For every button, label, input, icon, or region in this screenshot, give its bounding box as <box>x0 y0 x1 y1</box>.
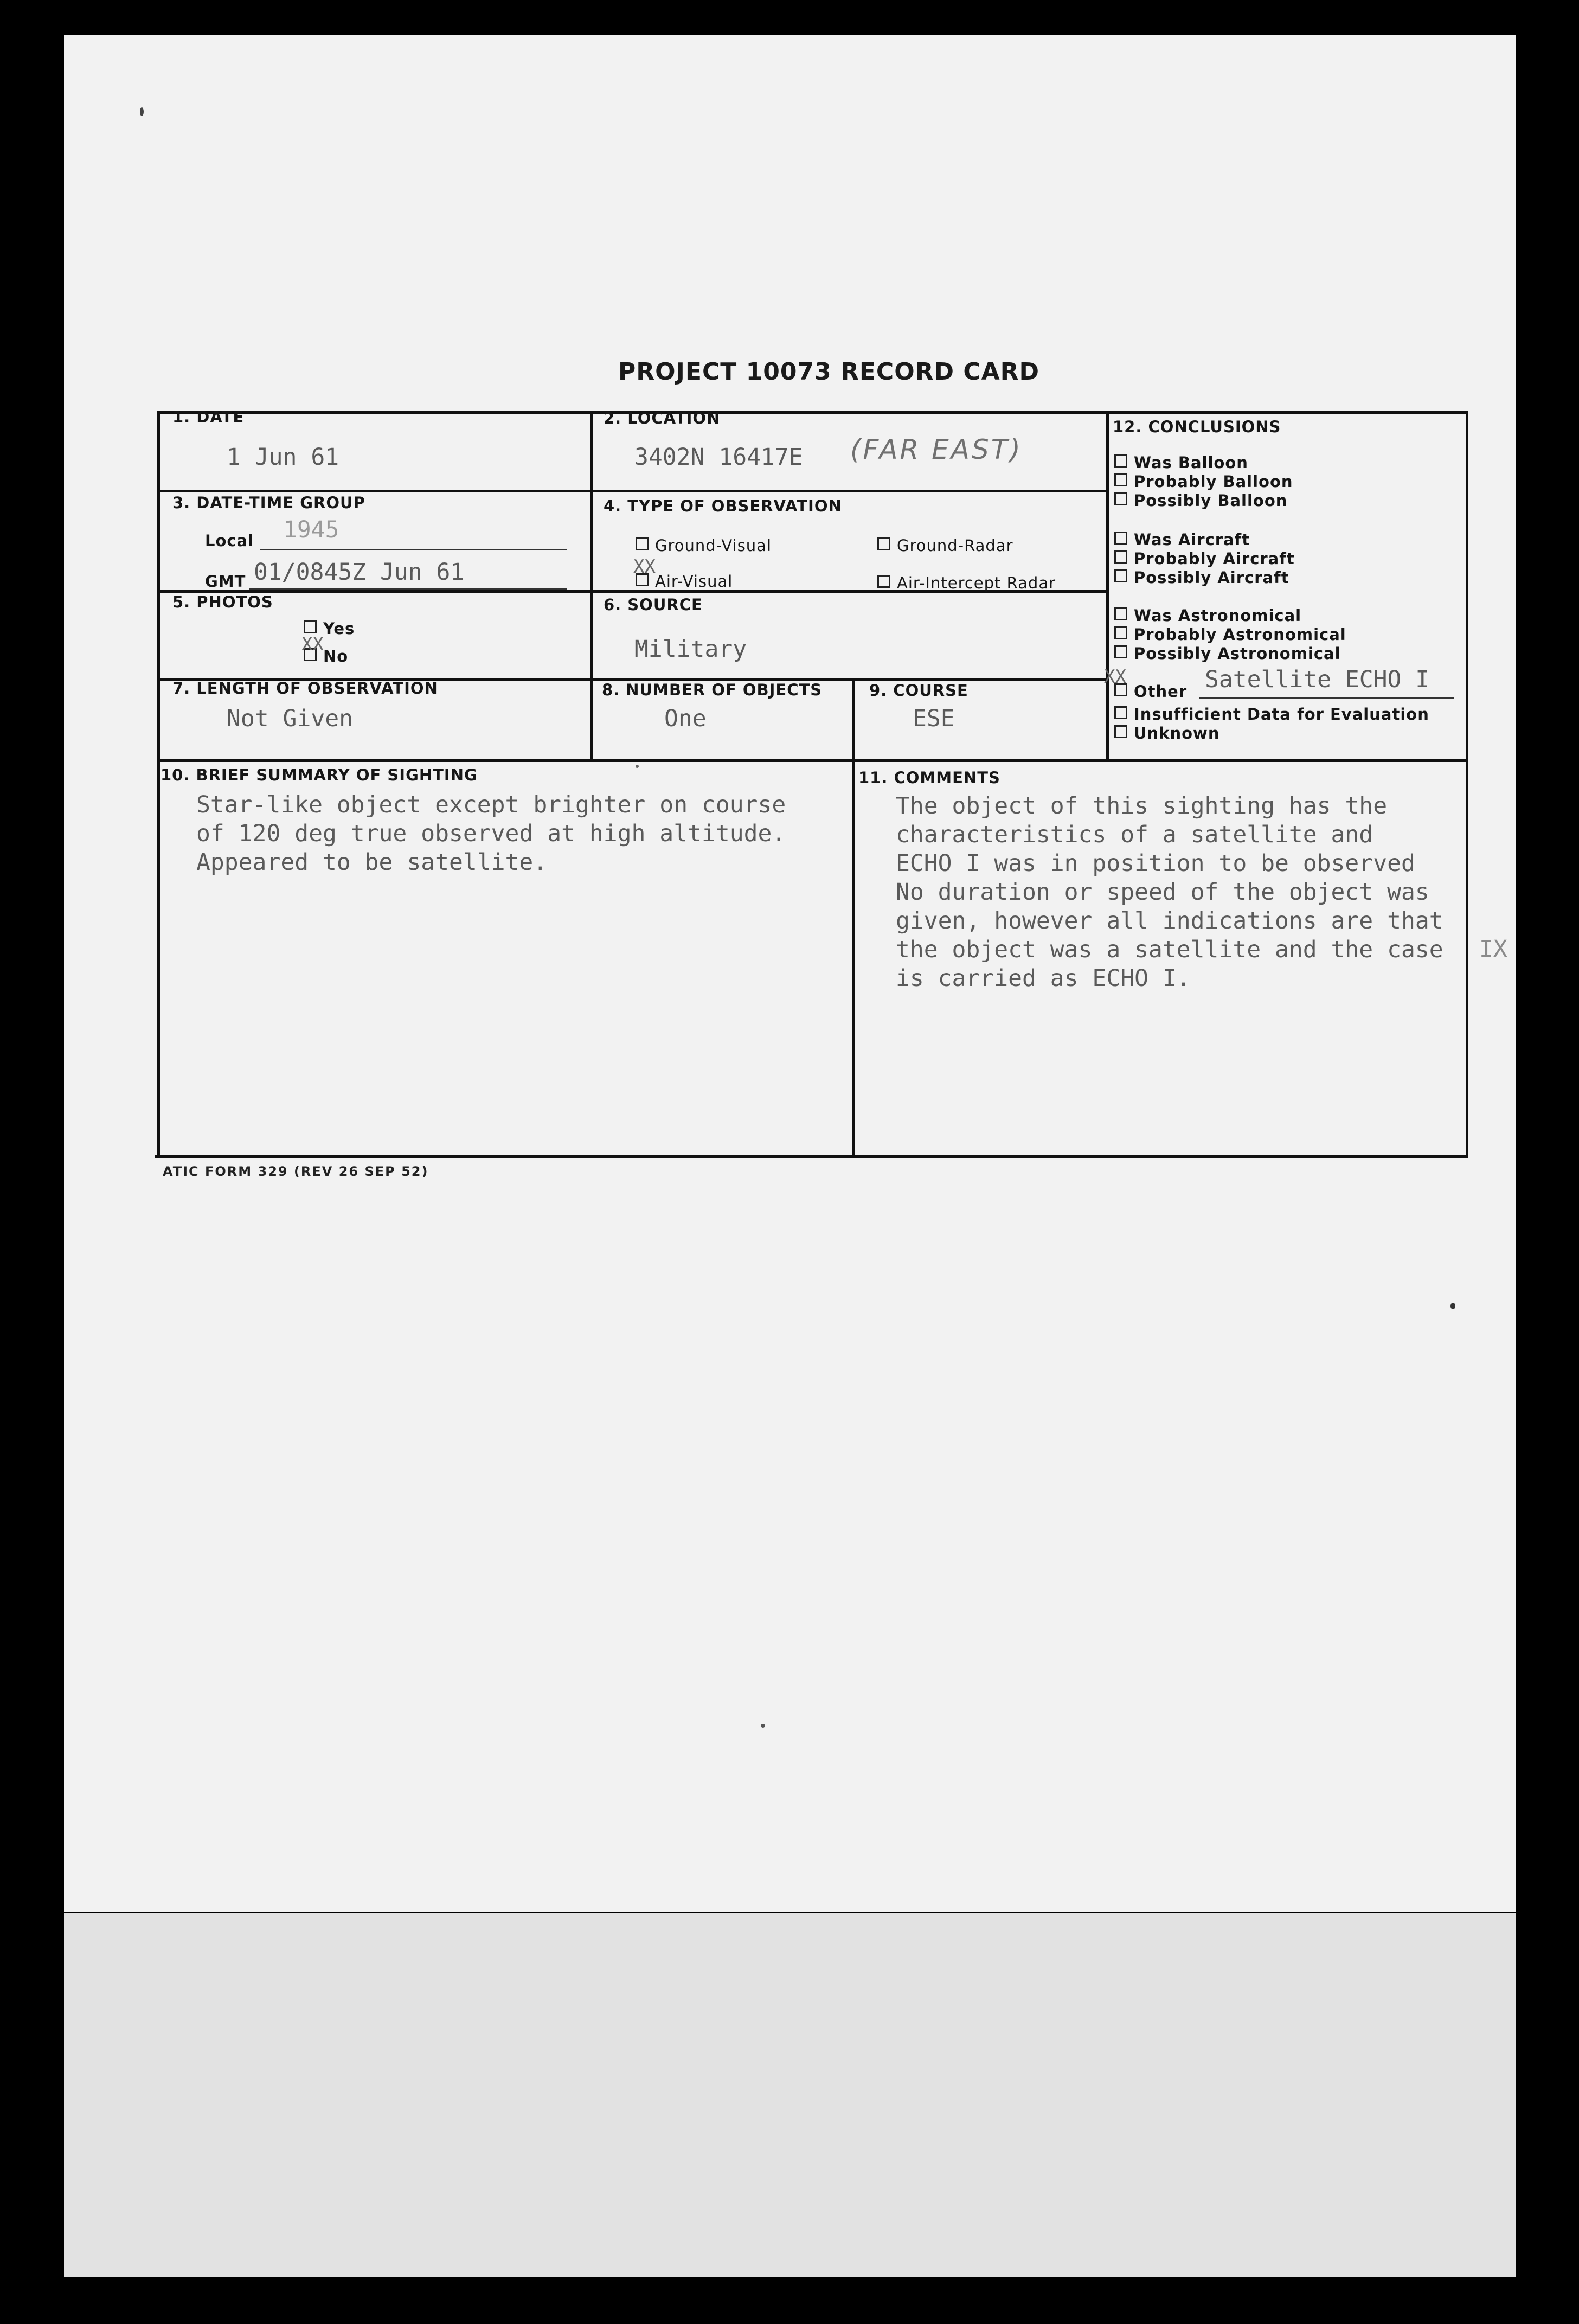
checkbox-possibly-balloon <box>1114 492 1127 505</box>
divider-col-3 <box>852 678 855 1157</box>
conclusion-unknown-label: Unknown <box>1134 724 1220 742</box>
conclusion-probably-astronomical-label: Probably Astronomical <box>1134 625 1346 644</box>
checkbox-probably-aircraft <box>1114 550 1127 564</box>
local-time-underline <box>260 549 567 550</box>
card-title: PROJECT 10073 RECORD CARD <box>618 358 1040 386</box>
conclusion-insufficient-data-label: Insufficient Data for Evaluation <box>1134 705 1429 724</box>
gmt-underline <box>249 588 567 590</box>
checkbox-probably-balloon <box>1114 473 1127 486</box>
number-of-objects-value: One <box>664 705 707 732</box>
paper-sheet <box>64 35 1516 1912</box>
option-air-intercept-radar-label: Air-Intercept Radar <box>897 574 1056 592</box>
option-ground-visual-label: Ground-Visual <box>655 536 772 555</box>
conclusion-possibly-astronomical <box>1114 644 1341 663</box>
option-photos-no-label: No <box>323 647 349 665</box>
option-photos-yes-label: Yes <box>323 619 355 638</box>
comments-margin-mark: IX <box>1479 936 1507 963</box>
type-of-observation-label: 4. TYPE OF OBSERVATION <box>604 497 842 515</box>
conclusion-possibly-astronomical-label: Possibly Astronomical <box>1134 644 1341 663</box>
length-of-observation-value: Not Given <box>227 705 353 732</box>
course-value: ESE <box>913 705 955 732</box>
location-label: 2. LOCATION <box>604 409 721 427</box>
location-handwritten-note: (FAR EAST) <box>850 434 1023 465</box>
comment-line: The object of this sighting has the <box>896 792 1388 820</box>
conclusion-other-label: Other <box>1134 682 1188 701</box>
conclusion-insufficient-data <box>1114 705 1429 724</box>
option-ground-radar-label: Ground-Radar <box>897 536 1013 555</box>
checkbox-ground-visual <box>636 537 649 550</box>
source-label: 6. SOURCE <box>604 596 703 614</box>
date-time-group-label: 3. DATE-TIME GROUP <box>172 494 365 512</box>
checkbox-air-intercept-radar <box>877 575 890 588</box>
course-label: 9. COURSE <box>869 681 968 700</box>
other-check-mark: XX <box>1104 666 1126 688</box>
source-value: Military <box>634 636 747 663</box>
conclusion-was-aircraft <box>1114 530 1250 549</box>
gmt-label: GMT <box>205 572 246 591</box>
speck <box>761 1724 765 1728</box>
checkbox-was-astronomical <box>1114 607 1127 620</box>
local-time-label: Local <box>205 532 254 550</box>
local-time-value: 1945 <box>283 516 339 543</box>
conclusion-possibly-aircraft <box>1114 568 1289 587</box>
checkbox-insufficient-data <box>1114 706 1127 719</box>
comment-line: No duration or speed of the object was <box>896 879 1429 906</box>
conclusions-label: 12. CONCLUSIONS <box>1113 418 1281 436</box>
checkbox-possibly-astronomical <box>1114 645 1127 658</box>
comment-line: characteristics of a satellite and <box>896 821 1373 848</box>
option-air-intercept-radar <box>877 574 1056 592</box>
brief-summary-label: 10. BRIEF SUMMARY OF SIGHTING <box>161 766 478 784</box>
comment-line: ECHO I was in position to be observed <box>896 850 1415 877</box>
checkbox-ground-radar <box>877 537 890 550</box>
conclusion-probably-balloon <box>1114 472 1293 491</box>
date-value: 1 Jun 61 <box>227 444 339 471</box>
conclusion-unknown <box>1114 724 1220 742</box>
divider-row-4 <box>157 759 1468 762</box>
checkbox-was-balloon <box>1114 454 1127 468</box>
form-border-right <box>1466 411 1468 1157</box>
gmt-value: 01/0845Z Jun 61 <box>254 559 465 586</box>
form-border-bottom <box>155 1155 1468 1158</box>
conclusion-other-value: Satellite ECHO I <box>1205 666 1430 693</box>
divider-row-1 <box>157 490 1108 492</box>
conclusion-other <box>1114 682 1187 701</box>
conclusion-possibly-aircraft-label: Possibly Aircraft <box>1134 568 1289 587</box>
conclusion-other-underline <box>1199 697 1454 699</box>
comment-line: the object was a satellite and the case <box>896 936 1443 963</box>
summary-line: Star-like object except brighter on course <box>196 791 786 818</box>
photos-label: 5. PHOTOS <box>172 593 273 611</box>
conclusion-was-astronomical-label: Was Astronomical <box>1134 606 1302 625</box>
conclusion-was-astronomical <box>1114 606 1301 625</box>
form-identifier: ATIC FORM 329 (REV 26 SEP 52) <box>163 1164 429 1179</box>
option-air-visual-label: Air-Visual <box>655 572 733 591</box>
length-of-observation-label: 7. LENGTH OF OBSERVATION <box>172 679 438 697</box>
conclusion-was-balloon-label: Was Balloon <box>1134 453 1248 472</box>
conclusion-possibly-balloon-label: Possibly Balloon <box>1134 491 1288 510</box>
speck <box>1450 1303 1455 1309</box>
checkbox-probably-astronomical <box>1114 626 1127 639</box>
checkbox-unknown <box>1114 725 1127 738</box>
air-visual-check-mark: XX <box>633 556 656 578</box>
comment-line: is carried as ECHO I. <box>896 965 1191 992</box>
conclusion-possibly-balloon <box>1114 491 1287 510</box>
conclusion-probably-aircraft <box>1114 549 1295 568</box>
conclusion-probably-balloon-label: Probably Balloon <box>1134 472 1293 491</box>
paper-lower-edge <box>64 1913 1516 2277</box>
conclusion-was-aircraft-label: Was Aircraft <box>1134 530 1250 549</box>
checkbox-photos-yes <box>304 620 317 633</box>
divider-col-2 <box>1106 411 1109 760</box>
photos-no-check-mark: XX <box>301 633 324 655</box>
date-label: 1. DATE <box>172 408 245 426</box>
summary-line: Appeared to be satellite. <box>196 849 548 876</box>
conclusion-probably-astronomical <box>1114 625 1346 644</box>
divider-col-1 <box>590 411 593 759</box>
form-border-left <box>157 411 160 1157</box>
checkbox-other <box>1114 683 1127 696</box>
number-of-objects-label: 8. NUMBER OF OBJECTS <box>602 681 823 699</box>
form-border-top <box>160 411 1468 414</box>
comments-label: 11. COMMENTS <box>858 769 1000 787</box>
checkbox-possibly-aircraft <box>1114 569 1127 582</box>
speck <box>636 765 639 768</box>
conclusion-was-balloon <box>1114 453 1248 472</box>
conclusion-probably-aircraft-label: Probably Aircraft <box>1134 549 1295 568</box>
option-ground-radar <box>877 536 1013 555</box>
location-value: 3402N 16417E <box>634 444 803 471</box>
comment-line: given, however all indications are that <box>896 907 1443 934</box>
option-ground-visual <box>636 536 772 555</box>
checkbox-was-aircraft <box>1114 532 1127 545</box>
speck <box>140 107 144 116</box>
summary-line: of 120 deg true observed at high altitude. <box>196 820 786 847</box>
